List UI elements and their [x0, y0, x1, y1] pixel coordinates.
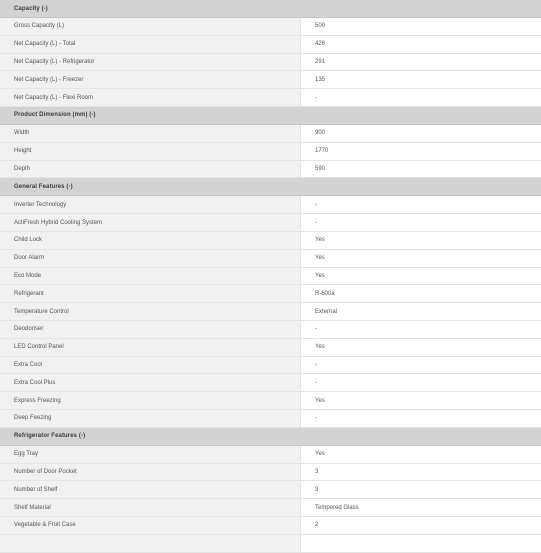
- spec-row: [0, 143, 541, 161]
- spec-row: [0, 410, 541, 428]
- spec-row: [0, 303, 541, 321]
- spec-row: [0, 232, 541, 250]
- spec-value: 1770: [301, 143, 541, 160]
- spec-label: Net Capacity (L) - Flexi Room: [0, 89, 301, 106]
- spec-label: Child Lock: [0, 232, 301, 249]
- spec-value: Yes: [301, 446, 541, 463]
- spec-value: 2: [301, 517, 541, 534]
- section-header: General Features (-): [0, 178, 541, 196]
- spec-value: 500: [301, 18, 541, 35]
- section-header: Capacity (-): [0, 0, 541, 18]
- spec-label: Door Alarm: [0, 250, 301, 267]
- spec-row: [0, 161, 541, 179]
- spec-value: Tempered Glass: [301, 499, 541, 516]
- spec-label: Express Freezing: [0, 392, 301, 409]
- spec-label: Extra Cool Plus: [0, 374, 301, 391]
- section-header: Product Dimension (mm) (-): [0, 107, 541, 125]
- spec-label: Eco Mode: [0, 268, 301, 285]
- spec-row: [0, 339, 541, 357]
- spec-row: [0, 250, 541, 268]
- spec-value: -: [301, 321, 541, 338]
- spec-label: LED Control Panel: [0, 339, 301, 356]
- spec-label: Deep Feezing: [0, 410, 301, 427]
- spec-value: Yes: [301, 250, 541, 267]
- spec-label: [0, 535, 301, 552]
- spec-value: Yes: [301, 339, 541, 356]
- spec-label: Egg Tray: [0, 446, 301, 463]
- spec-row: [0, 357, 541, 375]
- spec-value: Yes: [301, 268, 541, 285]
- spec-value: R-600a: [301, 285, 541, 302]
- spec-label: Number of Shelf: [0, 481, 301, 498]
- spec-label: Net Capacity (L) - Freezer: [0, 71, 301, 88]
- spec-value: -: [301, 357, 541, 374]
- spec-label: Net Capacity (L) - Refrigerator: [0, 54, 301, 71]
- spec-label: Extra Cool: [0, 357, 301, 374]
- spec-row: [0, 481, 541, 499]
- spec-row: [0, 89, 541, 107]
- spec-row: [0, 499, 541, 517]
- spec-row: [0, 125, 541, 143]
- spec-label: Net Capacity (L) - Total: [0, 36, 301, 53]
- spec-row: [0, 196, 541, 214]
- spec-row: [0, 285, 541, 303]
- spec-row: [0, 54, 541, 72]
- section-header: Refrigerator Features (-): [0, 428, 541, 446]
- spec-value: Yes: [301, 232, 541, 249]
- spec-label: Number of Door Pocket: [0, 464, 301, 481]
- spec-row: [0, 392, 541, 410]
- spec-value: 135: [301, 71, 541, 88]
- spec-label: Refrigerant: [0, 285, 301, 302]
- spec-row: [0, 464, 541, 482]
- spec-value: 590: [301, 161, 541, 178]
- spec-value: -: [301, 89, 541, 106]
- spec-row: [0, 36, 541, 54]
- spec-label: Deodoriser: [0, 321, 301, 338]
- spec-label: Depth: [0, 161, 301, 178]
- spec-value: 3: [301, 481, 541, 498]
- spec-value: -: [301, 374, 541, 391]
- spec-value: 426: [301, 36, 541, 53]
- spec-value: 3: [301, 464, 541, 481]
- spec-row: [0, 18, 541, 36]
- spec-value: [301, 535, 541, 552]
- spec-value: 291: [301, 54, 541, 71]
- spec-row: [0, 517, 541, 535]
- spec-row: [0, 214, 541, 232]
- spec-value: 900: [301, 125, 541, 142]
- spec-value: -: [301, 410, 541, 427]
- spec-label: ActiFresh Hybrid Cooling System: [0, 214, 301, 231]
- spec-value: Yes: [301, 392, 541, 409]
- spec-row: [0, 71, 541, 89]
- spec-value: -: [301, 196, 541, 213]
- spec-label: Gross Capacity (L): [0, 18, 301, 35]
- spec-label: Shelf Material: [0, 499, 301, 516]
- spec-label: Height: [0, 143, 301, 160]
- spec-row: [0, 446, 541, 464]
- spec-value: External: [301, 303, 541, 320]
- spec-label: Temperature Control: [0, 303, 301, 320]
- spec-row: [0, 374, 541, 392]
- spec-value: -: [301, 214, 541, 231]
- spec-row: [0, 268, 541, 286]
- spec-label: Width: [0, 125, 301, 142]
- spec-label: Vegetable & Fruit Case: [0, 517, 301, 534]
- spec-row: [0, 321, 541, 339]
- spec-label: Inverter Technology: [0, 196, 301, 213]
- spec-row: [0, 535, 541, 553]
